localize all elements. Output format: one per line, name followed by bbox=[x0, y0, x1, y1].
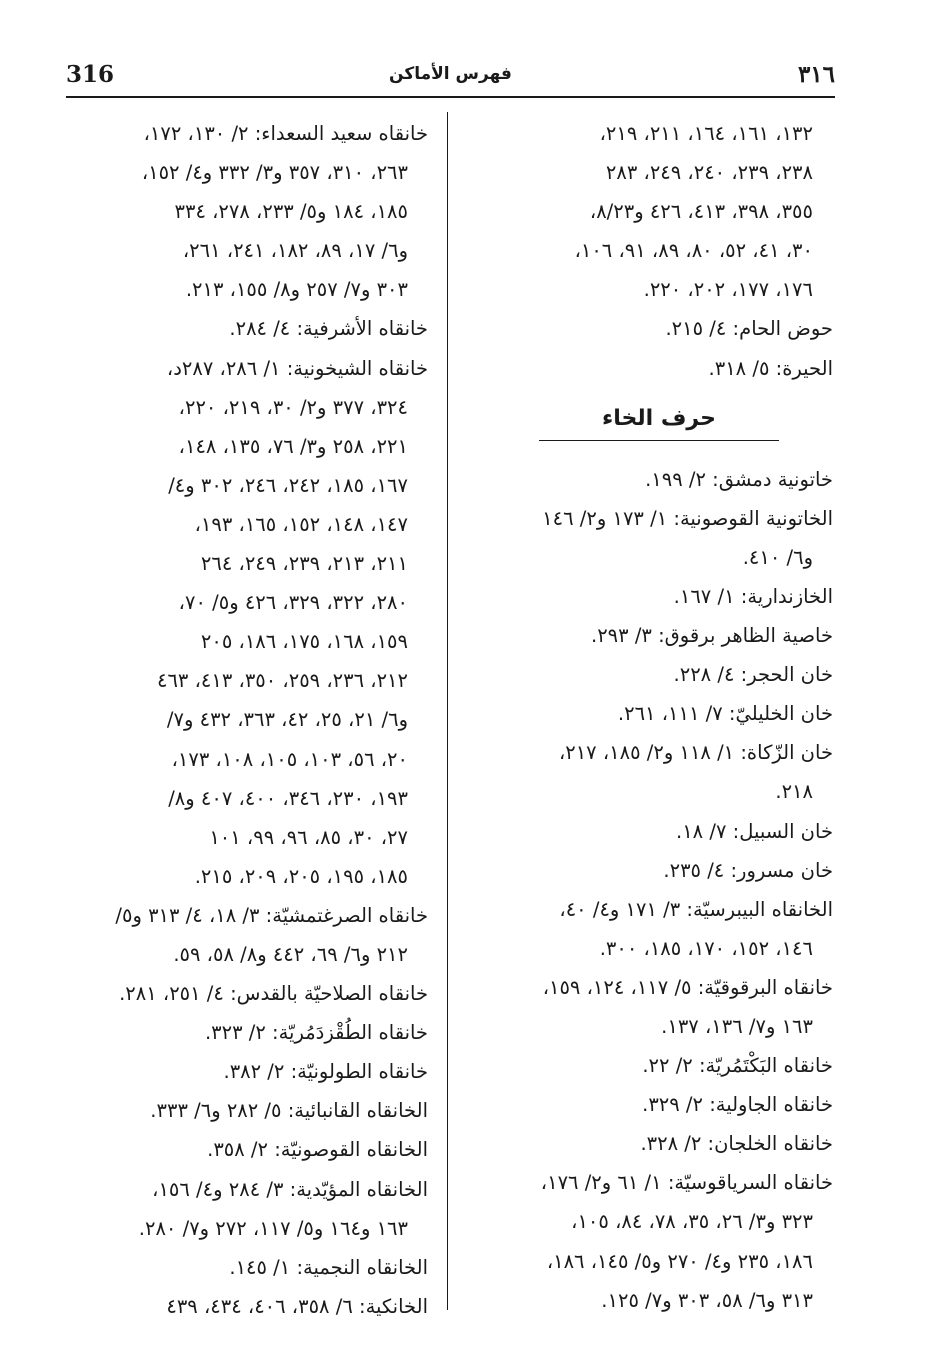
index-entry: خانقاه البرقوقيّة: ٥/ ١١٧، ١٢٤، ١٥٩، bbox=[542, 975, 833, 999]
index-entry-continuation: ٢٠، ٥٦، ١٠٣، ١٠٥، ١٠٨، ١٧٣، bbox=[171, 747, 408, 771]
index-entry-continuation: ٣٠٣ و٧/ ٢٥٧ و٨/ ١٥٥، ٢١٣. bbox=[185, 278, 408, 302]
index-entry-continuation: ١٤٦، ١٥٢، ١٧٠، ١٨٥، ٣٠٠. bbox=[599, 936, 813, 960]
index-entry: خانقاه الشيخونية: ١/ ٢٨٦، ٢٨٧د، bbox=[166, 356, 428, 380]
index-entry-continuation: ١٨٦، ٢٣٥ و٤/ ٢٧٠ و٥/ ١٤٥، ١٨٦، bbox=[546, 1249, 813, 1273]
index-entry: الخاتونية القوصونية: ١/ ١٧٣ و٢/ ١٤٦ bbox=[542, 506, 833, 530]
index-entry-continuation: ١٦٧، ١٨٥، ٢٤٢، ٢٤٦، ٣٠٢ و٤/ bbox=[168, 473, 408, 497]
index-entry: الخانقاه المؤيّدية: ٣/ ٢٨٤ و٤/ ١٥٦، bbox=[152, 1177, 428, 1201]
index-entry: الحيرة: ٥/ ٣١٨. bbox=[708, 356, 833, 380]
index-entry-continuation: ٢٨٠، ٣٢٢، ٣٢٩، ٤٢٦ و٥/ ٧٠، bbox=[178, 591, 408, 615]
page-number-latin: 316 bbox=[66, 61, 115, 88]
index-entry: خانقاه الأشرفية: ٤/ ٢٨٤. bbox=[229, 317, 428, 341]
index-entry-continuation: و٦/ ٢١، ٢٥، ٤٢، ٣٦٣، ٤٣٢ و٧/ bbox=[166, 708, 408, 732]
index-entry: خان الزّكاة: ١/ ١١٨ و٢/ ١٨٥، ٢١٧، bbox=[558, 741, 833, 765]
index-entry: خانقاه الطولونيّة: ٢/ ٣٨٢. bbox=[223, 1060, 428, 1084]
index-entry: خان الحجر: ٤/ ٢٢٨. bbox=[673, 663, 833, 687]
column-divider bbox=[447, 112, 448, 1310]
index-entry-continuation: ١٥٩، ١٦٨، ١٧٥، ١٨٦، ٢٠٥ bbox=[200, 630, 408, 654]
index-entry-continuation: ١٦٣ و٧/ ١٣٦، ١٣٧. bbox=[661, 1014, 813, 1038]
index-entry-continuation: ٢١٢ و٦/ ٦٩، ٤٤٢ و٨/ ٥٨، ٥٩. bbox=[173, 942, 408, 966]
index-entry-continuation: ٢١٨. bbox=[775, 780, 813, 804]
index-entry: الخانقاه القانبائية: ٥/ ٢٨٢ و٦/ ٣٣٣. bbox=[150, 1099, 428, 1123]
index-entry-continuation: و٦/ ١٧، ٨٩، ١٨٢، ٢٤١، ٢٦١، bbox=[182, 239, 408, 263]
right-column bbox=[485, 114, 833, 1320]
index-entry: حوض الحام: ٤/ ٢١٥. bbox=[665, 317, 833, 341]
index-entry: الخانقاه النجمية: ١/ ١٤٥. bbox=[229, 1255, 428, 1279]
index-entry: خانقاه سعيد السعداء: ٢/ ١٣٠، ١٧٢، bbox=[143, 122, 428, 145]
index-entry-continuation: ٣٢٤، ٣٧٧ و٢/ ٣٠، ٢١٩، ٢٢٠، bbox=[178, 395, 408, 419]
index-entry: خانقاه البَكْتَمُريّة: ٢/ ٢٢. bbox=[642, 1054, 833, 1078]
right-column-entries-top bbox=[485, 114, 833, 388]
index-entry-continuation: ١٣٢، ١٦١، ١٦٤، ٢١١، ٢١٩، bbox=[599, 122, 813, 145]
index-entry-continuation: ١٨٥، ١٩٥، ٢٠٥، ٢٠٩، ٢١٥. bbox=[194, 864, 408, 888]
header-rule bbox=[66, 96, 835, 98]
index-entry: خانقاه الخلجان: ٢/ ٣٢٨. bbox=[640, 1132, 833, 1156]
index-entry: خانقاه الصرغتمشيّة: ٣/ ١٨، ٤/ ٣١٣ و٥/ bbox=[115, 903, 428, 927]
left-column bbox=[56, 114, 428, 1326]
index-entry: خان الخليليّ: ٧/ ١١١، ٢٦١. bbox=[617, 702, 833, 726]
index-entry-continuation: ٢٣٨، ٢٣٩، ٢٤٠، ٢٤٩، ٢٨٣ bbox=[605, 161, 813, 185]
section-heading: حرف الخاء bbox=[602, 405, 716, 431]
index-entry: الخازندارية: ١/ ١٦٧. bbox=[673, 584, 833, 608]
index-entry-continuation: ١٨٥، ١٨٤ و٥/ ٢٣٣، ٢٧٨، ٣٣٤ bbox=[174, 200, 408, 224]
page-number-arabic: ٣١٦ bbox=[797, 61, 835, 88]
index-entry-continuation: ٣٥٥، ٣٩٨، ٤١٣، ٤٢٦ و٨/٢٣، bbox=[589, 200, 813, 224]
index-entry: خان السبيل: ٧/ ١٨. bbox=[676, 819, 833, 843]
index-entry-continuation: ٢٧، ٣٠، ٨٥، ٩٦، ٩٩، ١٠١ bbox=[209, 825, 408, 849]
index-entry-continuation: ٢١١، ٢١٣، ٢٣٩، ٢٤٩، ٢٦٤ bbox=[200, 552, 408, 576]
left-column-entries bbox=[56, 114, 428, 1326]
index-entry-continuation: ٣٢٣ و٣/ ٢٦، ٣٥، ٧٨، ٨٤، ١٠٥، bbox=[571, 1210, 813, 1234]
index-entry: الخانكية: ٦/ ٣٥٨، ٤٠٦، ٤٣٤، ٤٣٩ bbox=[166, 1294, 428, 1318]
index-entry: خاصية الظاهر برقوق: ٣/ ٢٩٣. bbox=[591, 624, 833, 648]
index-entry-continuation: ٣٠، ٤١، ٥٢، ٨٠، ٨٩، ٩١، ١٠٦، bbox=[574, 239, 813, 263]
index-entry: خانقاه الطُقْزدَمُريّة: ٢/ ٣٢٣. bbox=[204, 1021, 428, 1045]
index-entry-continuation: ١٩٣، ٢٣٠، ٣٤٦، ٤٠٠، ٤٠٧ و٨/ bbox=[168, 786, 408, 810]
index-entry: خاتونية دمشق: ٢/ ١٩٩. bbox=[645, 467, 833, 491]
index-entry: خانقاه الجاولية: ٢/ ٣٢٩. bbox=[642, 1093, 833, 1117]
index-entry-continuation: ١٦٣ و١٦٤ و٥/ ١١٧، ٢٧٢ و٧/ ٢٨٠. bbox=[138, 1216, 408, 1240]
index-entry-continuation: و٦/ ٤١٠. bbox=[742, 545, 813, 569]
index-entry-continuation: ١٧٦، ١٧٧، ٢٠٢، ٢٢٠. bbox=[643, 278, 813, 302]
index-entry: خانقاه السرياقوسيّة: ١/ ٦١ و٢/ ١٧٦، bbox=[540, 1171, 833, 1195]
index-entry-continuation: ٣١٣ و٦/ ٥٨، ٣٠٣ و٧/ ١٢٥. bbox=[601, 1288, 813, 1312]
index-entry: الخانقاه البيبرسيّة: ٣/ ١٧١ و٤/ ٤٠، bbox=[559, 897, 833, 921]
index-entry-continuation: ٢٦٣، ٣١٠، ٣٥٧ و٣/ ٣٣٢ و٤/ ١٥٢، bbox=[141, 161, 408, 185]
page-title: فهرس الأماكن bbox=[389, 64, 512, 84]
right-column-entries-bottom bbox=[485, 460, 833, 1320]
index-entry: خانقاه الصلاحيّة بالقدس: ٤/ ٢٥١، ٢٨١. bbox=[119, 982, 428, 1006]
page-header bbox=[66, 60, 835, 96]
index-entry: خان مسرور: ٤/ ٢٣٥. bbox=[663, 858, 833, 882]
index-entry-continuation: ٢١٢، ٢٣٦، ٢٥٩، ٣٥٠، ٤١٣، ٤٦٣ bbox=[156, 669, 408, 693]
index-entry-continuation: ١٤٧، ١٤٨، ١٥٢، ١٦٥، ١٩٣، bbox=[194, 512, 408, 536]
index-entry-continuation: ٢٢١، ٢٥٨ و٣/ ٧٦، ١٣٥، ١٤٨، bbox=[178, 434, 408, 458]
index-entry: الخانقاه القوصونيّة: ٢/ ٣٥٨. bbox=[207, 1138, 428, 1162]
